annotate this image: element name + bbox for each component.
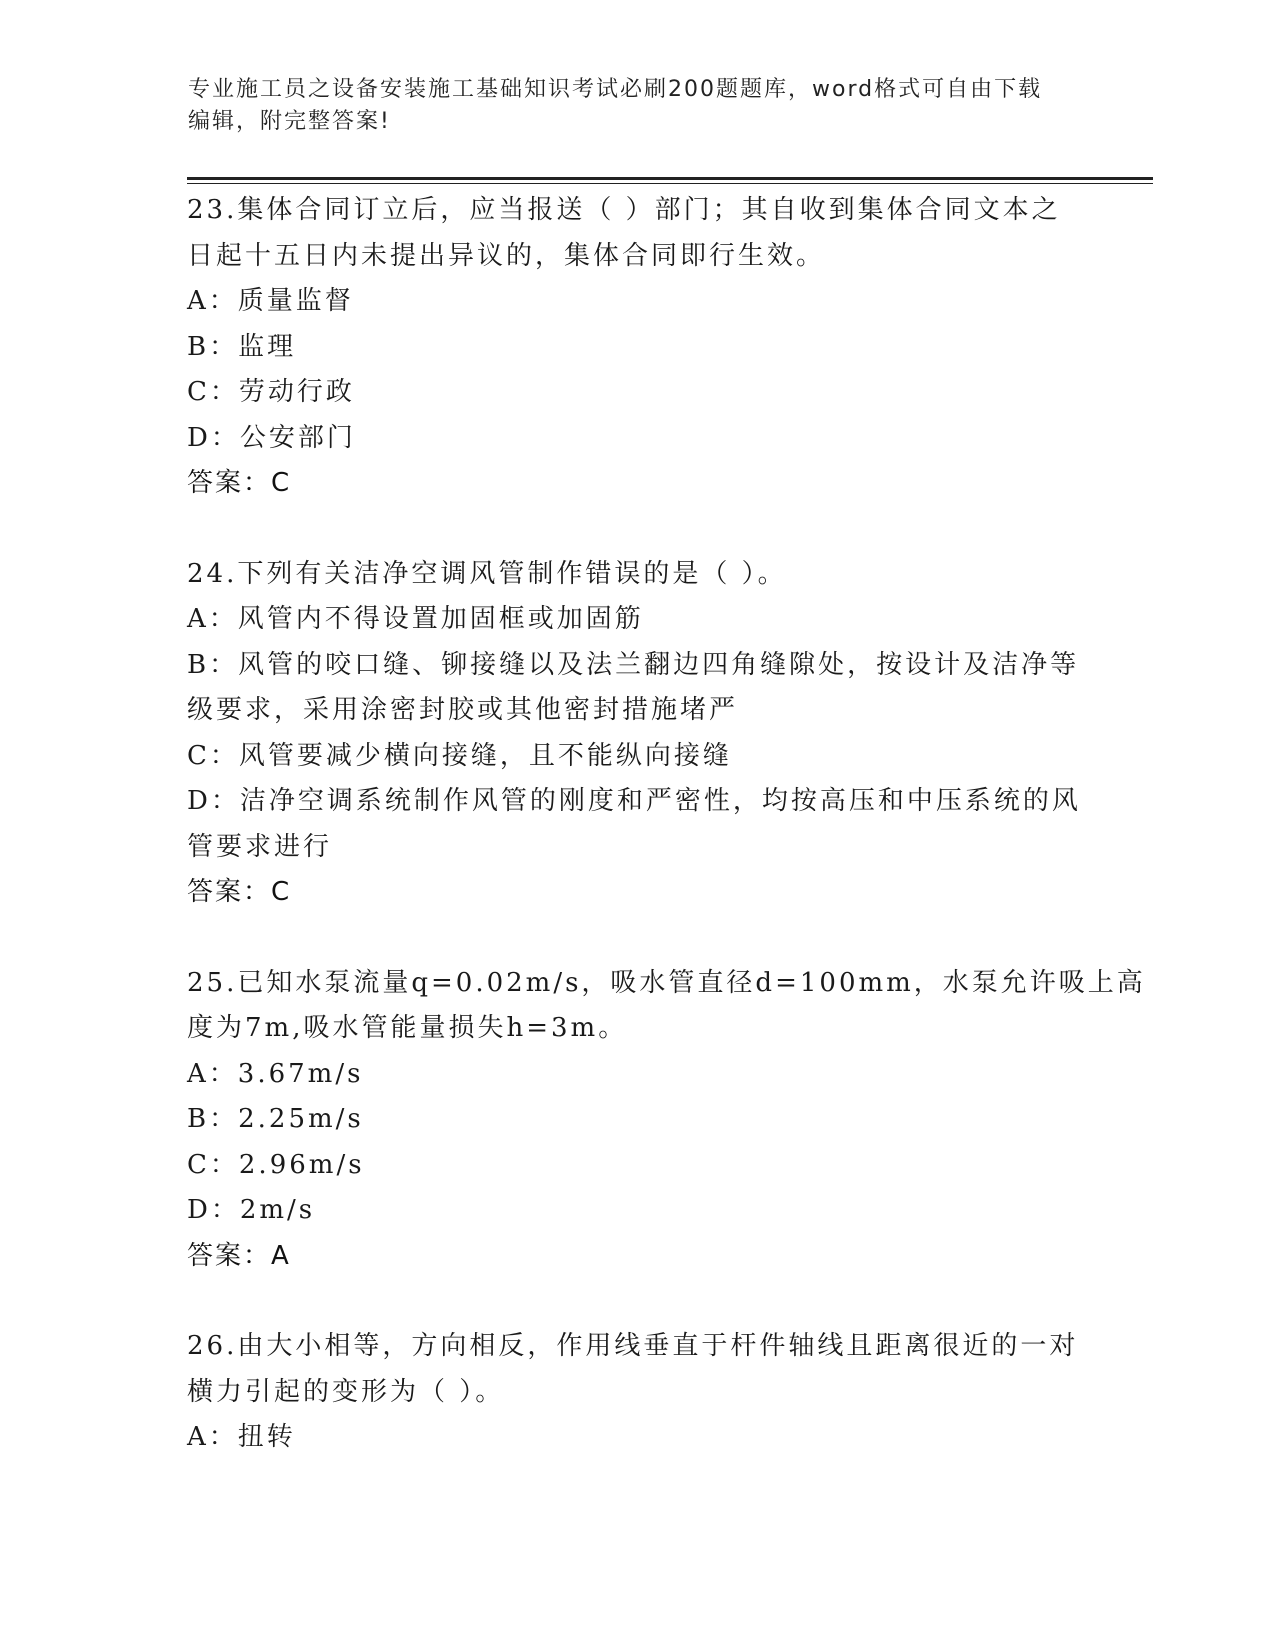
question-text-line: 26.由大小相等，方向相反，作用线垂直于杆件轴线且距离很近的一对 (187, 1331, 1079, 1361)
question-23 (187, 188, 1087, 507)
question-text-line: 日起十五日内未提出异议的，集体合同即行生效。 (187, 240, 826, 271)
question-text-line: 24.下列有关洁净空调风管制作错误的是（ ）。 (187, 558, 787, 589)
document-header (188, 74, 1088, 138)
option-d: D：公安部门 (187, 422, 356, 453)
option-c: C：2.96m/s (187, 1149, 365, 1180)
question-text-line: 23.集体合同订立后，应当报送（ ）部门；其自收到集体合同文本之 (187, 195, 1061, 225)
option-a: A：质量监督 (187, 286, 354, 316)
question-list (187, 188, 1146, 1461)
header-divider-thick (187, 177, 1153, 180)
question-24 (187, 552, 1087, 916)
question-26 (187, 1324, 1087, 1461)
option-c: C：风管要减少横向接缝，且不能纵向接缝 (187, 740, 732, 771)
option-d-continued: 管要求进行 (187, 831, 333, 862)
question-25 (187, 961, 1146, 1280)
question-text-line: 横力引起的变形为（ ）。 (187, 1376, 505, 1407)
question-text-line: 25.已知水泵流量q=0.02m/s，吸水管直径d=100mm，水泵允许吸上高 (187, 967, 1146, 998)
header-divider-thin (187, 183, 1153, 184)
option-d: D：2m/s (187, 1195, 316, 1225)
answer-text: 答案：C (187, 877, 292, 907)
option-c: C：劳动行政 (187, 377, 355, 407)
option-a: A：3.67m/s (187, 1058, 364, 1089)
option-d: D：洁净空调系统制作风管的刚度和严密性，均按高压和中压系统的风 (187, 786, 1081, 816)
option-b-continued: 级要求，采用涂密封胶或其他密封措施堵严 (187, 695, 739, 725)
option-b: B：2.25m/s (187, 1104, 364, 1134)
option-a: A：扭转 (187, 1422, 296, 1452)
option-b: B：监理 (187, 331, 297, 362)
option-b: B：风管的咬口缝、铆接缝以及法兰翻边四角缝隙处，按设计及洁净等 (187, 649, 1080, 680)
answer-text: 答案：C (187, 468, 292, 498)
option-a: A：风管内不得设置加固框或加固筋 (187, 604, 644, 634)
answer-text: 答案：A (187, 1240, 291, 1271)
header-line-2: 编辑，附完整答案! (188, 109, 391, 134)
header-line-1: 专业施工员之设备安装施工基础知识考试必刷200题题库，word格式可自由下载 (188, 77, 1043, 102)
question-text-line: 度为7m,吸水管能量损失h=3m。 (187, 1013, 628, 1043)
